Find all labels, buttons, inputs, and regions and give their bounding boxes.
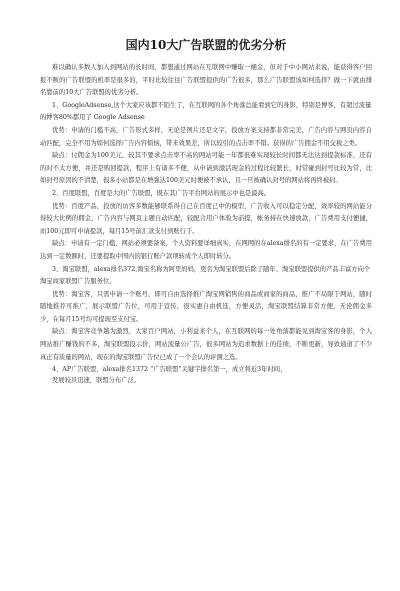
document-title: 国内10大广告联盟的优劣分析 [125,38,287,52]
section-2-heading: 2、百度联盟，百度是大的广告联盟，既在其广告平台网站的展示中也是最高。 [52,189,271,197]
section-4-line-1: 4、AP广告联盟，alexa排名1372 “广告联盟”关键字排名第一，成立将近3年时间， [52,366,287,374]
section-1-pros: 优势：申请的门槛不高，广告形式多样，无论是图片还是文字，投放方案支持都非常完美，广告内容与网页内容自动匹配，完全不用为如何选择广告内容烦恼，带来效果差，所以较引的点击率不错。获得的广告佣金不用交税之类。 [40,126,372,147]
section-3-cons: 缺点：淘宝客竞争越为激烈，大家百户网站，小利益来个人，在互联网的每一处角落都能见到淘宝客的身影，个人网站推广赚钱的不多，淘宝联盟投示价，网站流量公广告，很多网站为追求数据上的佳绩，不断更新，导致通道了不少真正有质量的网站，现在的淘宝联盟广告位已成了一个会认的评测之选。 [40,328,372,361]
section-4-line-2: 发展较具迅速，联盟分布广泛。 [52,377,141,385]
section-2-pros: 优势：百度产品，投放的访客多数能够联系得自己在百度已中的模型，广告收入可以稳定分配，效率较的网站能分得较大比例的佣金，广告内容与网页主题自动匹配，较配合用户体验为前提，帐务持在快速放款，广告费用支付便捷，而100元即可申请提款，每月15号前汇款支付到账行于。 [40,202,372,235]
section-3-heading: 3、淘宝联盟，alexa排名372,淘宝名称为阿里妈妈，更名为淘宝联盟后除了随年、淘宝联盟提供的产品丰富方向个淘宝商家联盟广告服务位。 [40,265,371,286]
section-1-heading: 1、GoogleAdsense,这个大家应该都不陌生了，在互联网的各个角落总能看到它的身影，特别是博客，有超过流量的博客80%都用了 Google Adsense [40,101,372,122]
intro-paragraph: 难以确认多数人加入到网站的长时间，都想通过网站在互联网中赚取一桶金，但对于中小网站来说，能获得客户回报不断的广告联盟的机率是很多的，平时比较往往广告联盟提供的广告很多，那么广告联盟该如何选择？做一下就由排名靠前的10大广告联盟的优劣分析。 [40,64,372,97]
section-2-cons: 缺点：申请有一定门槛，网站必须要备案，个人资料要详细真实，在网网的在alexa排名的有一定要求，在广告费用达到一定数额时，还要提取中国内的银行账户款项转成个人即时转分。 [40,240,372,260]
section-3-pros: 优势：淘宝客，只需申请一个账号，即可自由选择推广淘宝网销售的商品或商家的商品，推广不局限于网站，随时随地推荐可推广，展示联盟广告位，可用于宣传，很实惠自由机选，方便灵活，淘宝联盟结算非常方便，无论佣金多少，在每月15号均可提现至支付宝。 [40,290,372,323]
section-1-cons: 缺点：付佣金为100美元，较其不要求点击率不高的网站可能一年都很难实现较长时间都无法达到提款标准，还有的时不太方便，并还是购回提款，程序上有诸多不便，从申请到激活现金的过程比较繁长，时常碰到封号比较为常，比如封号原因的不清楚，很多小站都是在增强达100美元时便被不承认，且一旦被确认封号的网站将再终被封。 [40,152,372,185]
